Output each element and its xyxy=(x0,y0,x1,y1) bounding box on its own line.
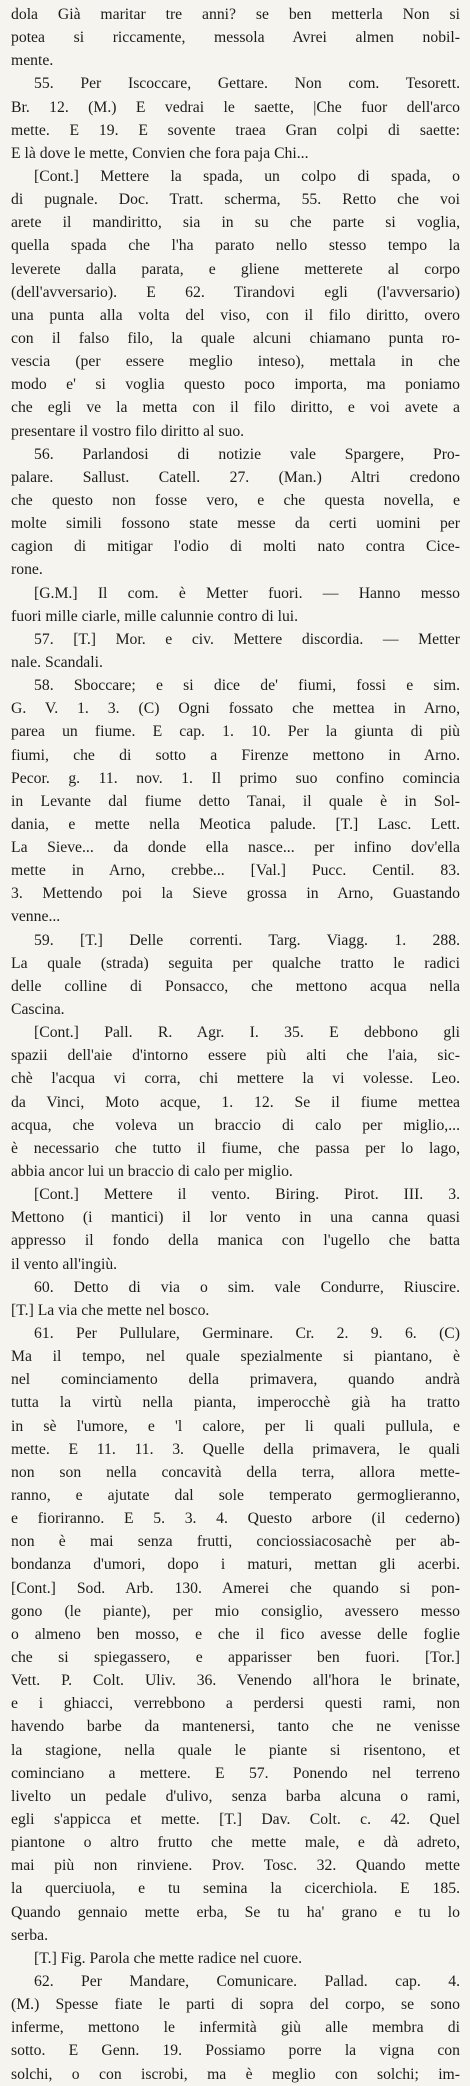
text-line: palare. Sallust. Catell. 27. (Man.) Altri credono xyxy=(11,468,460,486)
text-line: dola Già maritar tre anni? se ben metterla Non si xyxy=(11,6,460,23)
text-line: dania, e mette nella Meotica palude. [T.] Lasc. Lett. xyxy=(11,815,460,833)
text-line: acqua, che voleva un braccio di calo per miglio,... xyxy=(11,1116,460,1134)
text-line: una punta alla volta del viso, con il filo diritto, overo xyxy=(11,306,460,324)
text-line: ranno, e ajutate dal sole temperato germoglieranno, xyxy=(11,1487,460,1504)
text-line: fuori mille ciarle, mille calunnie contro di lui. xyxy=(11,607,299,625)
text-line: vescia (per essere meglio inteso), mettala in che xyxy=(11,353,460,371)
text-line: egli s'appicca et mette. [T.] Dav. Colt. c. 42. Quel xyxy=(11,1810,460,1828)
text-line: Pecor. g. 11. nov. 1. Il primo suo confino comincia xyxy=(11,769,460,787)
text-line: [T.] Fig. Parola che mette radice nel cuore. xyxy=(34,1949,303,1967)
text-line: piantone o altro frutto che mette male, e dà adreto, xyxy=(11,1834,460,1852)
text-line: con il falso filo, la quale alcuni chiamano punta ro- xyxy=(11,329,460,347)
text-line: serba. xyxy=(11,1926,49,1944)
text-line: (dell'avversario). E 62. Tirandovi egli (l'avversario) xyxy=(11,283,460,301)
text-line: [Cont.] Sod. Arb. 130. Amerei che quando si pon- xyxy=(11,1579,460,1597)
text-line: appresso il fondo della manica con l'ugello che batta xyxy=(11,1232,460,1250)
text-line: 60. Detto di via o sim. vale Condurre, Riuscire. xyxy=(34,1278,460,1296)
text-line: potea si riccamente, messola Avrei almen nobil- xyxy=(11,29,460,47)
text-line: che si spiegassero, e apparisser ben fuori. [Tor.] xyxy=(11,1648,460,1666)
text-line: non è mai senza frutti, conciossiacosachè per ab- xyxy=(11,1533,460,1551)
text-line: che questo non fosse vero, e che questa novella, e xyxy=(11,491,460,509)
text-line: in sè l'umore, e 'l calore, per li quali pullula, e xyxy=(11,1417,460,1435)
text-line: 62. Per Mandare, Comunicare. Pallad. cap. 4. xyxy=(34,1972,460,1990)
text-line: havendo barbe da mantenersi, tanto che ne venisse xyxy=(11,1718,460,1736)
text-line: 61. Per Pullulare, Germinare. Cr. 2. 9. 6. (C) xyxy=(34,1325,460,1343)
text-line: non son nella concavità della terra, allora mette- xyxy=(11,1463,460,1481)
text-line: e fioriranno. E 5. 3. 4. Questo arbore (il cederno) xyxy=(11,1510,460,1528)
text-line: arete il mandiritto, sia in su che parte si voglia, xyxy=(11,214,460,232)
text-line: 59. [T.] Delle correnti. Targ. Viagg. 1. 288. xyxy=(34,931,460,949)
text-line: mente. xyxy=(11,52,54,70)
text-line: Mettono (i mantici) il lor vento in una canna quasi xyxy=(11,1209,460,1227)
text-line: [Cont.] Mettere la spada, un colpo di spada, o xyxy=(34,167,460,185)
text-line: o almeno ben mosso, e che il fico avesse delle foglie xyxy=(11,1625,460,1643)
text-line: abbia ancor lui un braccio di calo per miglio. xyxy=(11,1163,293,1181)
text-line: [G.M.] Il com. è Metter fuori. — Hanno messo xyxy=(34,584,460,602)
text-line: molte simili fossono state messe da certi uomini per xyxy=(11,515,460,533)
text-line: E là dove le mette, Convien che fora paja Chi... xyxy=(11,144,309,162)
text-line: Br. 12. (M.) E vedrai le saette, |Che fuor dell'arco xyxy=(11,98,460,116)
text-line: spazii dell'aie d'intorno essere più alti che l'aia, sic- xyxy=(11,1047,460,1065)
text-line: la querciuola, e tu semina la cicerchiola. E 185. xyxy=(11,1880,460,1898)
text-line: Vett. P. Colt. Uliv. 36. Venendo all'hora le brinate, xyxy=(11,1672,460,1690)
text-line: Cascina. xyxy=(11,1001,65,1019)
text-line: [T.] La via che mette nel bosco. xyxy=(11,1301,210,1319)
text-line: Ma il tempo, nel quale spezialmente si piantano, è xyxy=(11,1348,460,1366)
text-line: G. V. 1. 3. (C) Ogni fossato che mettea in Arno, xyxy=(11,700,460,718)
text-line: è necessario che tutto il fiume, che passa per lo lago, xyxy=(11,1139,460,1157)
text-line: delle colline di Ponsacco, che mettono acqua nella xyxy=(11,977,460,995)
text-line: [Cont.] Pall. R. Agr. I. 35. E debbono gli xyxy=(34,1024,460,1042)
text-line: mai più non rinviene. Prov. Tosc. 32. Quando mette xyxy=(11,1857,460,1875)
text-line: 3. Mettendo poi la Sieve grossa in Arno, Guastando xyxy=(11,885,460,903)
text-line: quella spada che l'ha parato nello stesso tempo la xyxy=(11,237,460,255)
text-line: chè l'acqua vi corra, chi mettere la vi volesse. Leo. xyxy=(11,1070,460,1088)
text-line: presentare il vostro filo diritto al suo. xyxy=(11,422,245,440)
text-line: cominciano a mettere. E 57. Ponendo nel terreno xyxy=(11,1764,460,1782)
text-line: in Levante dal fiume detto Tanai, il quale è in Sol- xyxy=(11,792,460,810)
text-line: nale. Scandali. xyxy=(11,653,103,671)
text-line: livelto un pedale d'ulivo, senza barba alcuna o rami, xyxy=(11,1787,460,1805)
text-line: La quale (strada) seguita per qualche tratto le radici xyxy=(11,954,460,972)
text-line: mette. E 19. E sovente traea Gran colpi di saette: xyxy=(11,121,460,139)
text-line: 58. Sboccare; e si dice de' fiumi, fossi e sim. xyxy=(34,677,460,695)
text-line: sotto. E Genn. 19. Possiamo porre la vigna con xyxy=(11,2042,460,2060)
text-line: gono (le piante), per mio consiglio, avessero messo xyxy=(11,1602,460,1620)
text-line: mette in Arno, crebbe... [Val.] Pucc. Centil. 83. xyxy=(11,862,460,880)
text-line: e i ghiacci, verrebbono a perdersi questi rami, non xyxy=(11,1695,460,1713)
text-line: il vento all'ingiù. xyxy=(11,1255,118,1273)
text-line: inferme, mettono le infermità giù alle membra di xyxy=(11,2019,460,2037)
text-line: 55. Per Iscoccare, Gettare. Non com. Tesorett. xyxy=(34,75,460,93)
text-line: solchi, o con iscrobi, ma è meglio con solchi; im- xyxy=(11,2065,460,2083)
text-line: di pugnale. Doc. Tratt. scherma, 55. Retto che voi xyxy=(11,191,460,209)
text-line: bondanza d'umori, dopo i maturi, mettan gli acerbi. xyxy=(11,1556,460,1574)
text-line: che egli ve la metta con il filo diritto, e voi avete a xyxy=(11,399,460,417)
text-line: parea un fiume. E cap. 1. 10. Per la giunta di più xyxy=(11,723,460,741)
text-line: tutta la virtù nella pianta, imperocchè già ha tratto xyxy=(11,1394,460,1412)
text-line: Quando gennaio mette erba, Se tu ha' grano e tu lo xyxy=(11,1903,460,1921)
text-line: [Cont.] Mettere il vento. Biring. Pirot. III. 3. xyxy=(34,1186,460,1204)
text-line: mette. E 11. 11. 3. Quelle della primavera, le quali xyxy=(11,1440,460,1458)
text-line: (M.) Spesse fiate le parti di sopra del corpo, se sono xyxy=(11,1996,460,2014)
text-line: 56. Parlandosi di notizie vale Spargere, Pro- xyxy=(34,445,460,463)
text-line: cagion di mitigar l'odio di molti nato contra Cice- xyxy=(11,538,460,556)
text-line: La Sieve... da donde ella nasce... per infino dov'ella xyxy=(11,839,460,857)
text-line: la stagione, nella quale le piante si risentono, et xyxy=(11,1741,460,1759)
text-line: da Vinci, Moto acque, 1. 12. Se il fiume mettea xyxy=(11,1093,460,1111)
text-line: modo e' si voglia questo poco importa, ma poniamo xyxy=(11,376,460,394)
text-line: leverete dalla parata, e gliene metterete al corpo xyxy=(11,260,460,278)
text-line: nel cominciamento della primavera, quando andrà xyxy=(11,1371,460,1389)
text-line: venne... xyxy=(11,908,61,926)
text-line: fiumi, che di sotto a Firenze mettono in Arno. xyxy=(11,746,460,764)
text-line: rone. xyxy=(11,561,43,579)
text-line: 57. [T.] Mor. e civ. Mettere discordia. — Metter xyxy=(34,630,460,648)
